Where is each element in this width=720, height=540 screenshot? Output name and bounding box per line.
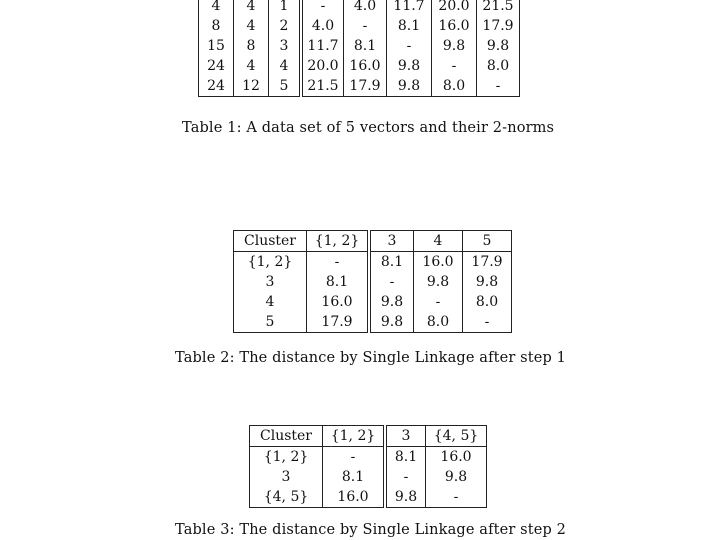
table-cell: - <box>414 292 463 312</box>
table-cell: 11.7 <box>301 36 344 56</box>
table-cell: - <box>301 0 344 16</box>
table-cell: - <box>387 36 432 56</box>
column-header: 4 <box>414 231 463 252</box>
table-cell: - <box>477 76 520 97</box>
table-2 <box>233 230 512 333</box>
column-header: 5 <box>463 231 512 252</box>
table-cell: - <box>369 272 414 292</box>
table-cell: 9.8 <box>432 36 477 56</box>
table-cell: - <box>432 56 477 76</box>
column-header: {4, 5} <box>426 426 487 447</box>
table-cell: 24 <box>207 78 225 94</box>
column-header: Cluster <box>234 231 307 252</box>
single-linkage-step2-table <box>249 425 487 508</box>
table-cell: 9.8 <box>369 292 414 312</box>
row-header: 3 <box>281 469 291 485</box>
table-cell: 9.8 <box>369 312 414 333</box>
table-cell: 3 <box>269 36 302 56</box>
table-cell: 16.0 <box>426 447 487 468</box>
table-header-row <box>250 426 487 447</box>
table-cell: 11.7 <box>387 0 432 16</box>
table-cell: 4 <box>211 0 221 14</box>
row-header: 3 <box>265 274 275 290</box>
table-cell: 4 <box>234 0 269 16</box>
table-cell: 4 <box>269 56 302 76</box>
table-cell: 16.0 <box>344 56 387 76</box>
table-cell: 17.9 <box>463 252 512 273</box>
table-cell: 21.5 <box>477 0 520 16</box>
column-header: {1, 2} <box>323 426 386 447</box>
table-cell: 5 <box>269 76 302 97</box>
table-row <box>199 36 520 56</box>
table-row <box>234 292 512 312</box>
row-header: {4, 5} <box>263 489 309 505</box>
table-1 <box>198 0 520 97</box>
column-header: 3 <box>385 426 426 447</box>
table-cell: 8.0 <box>414 312 463 333</box>
table-cell: 4 <box>234 16 269 36</box>
table-cell: 8.1 <box>387 16 432 36</box>
single-linkage-step1-table <box>233 230 512 333</box>
column-header: {1, 2} <box>307 231 370 252</box>
row-header: {1, 2} <box>263 449 309 465</box>
table-cell: 9.8 <box>477 36 520 56</box>
table-cell: 21.5 <box>301 76 344 97</box>
table-cell: 9.8 <box>387 56 432 76</box>
table-cell: 16.0 <box>414 252 463 273</box>
table-cell: 20.0 <box>432 0 477 16</box>
table-row <box>199 16 520 36</box>
table-2-caption: Table 2: The distance by Single Linkage after step 1 <box>175 350 567 366</box>
table-row <box>250 487 487 508</box>
table-cell: 8.1 <box>307 272 370 292</box>
table-cell: - <box>344 16 387 36</box>
table-cell: - <box>323 447 386 468</box>
table-cell: 8.1 <box>323 467 386 487</box>
table-row <box>199 76 520 97</box>
table-cell: 17.9 <box>477 16 520 36</box>
column-header: Cluster <box>250 426 323 447</box>
table-row <box>234 312 512 333</box>
table-1-caption: Table 1: A data set of 5 vectors and their 2-norms <box>182 120 555 136</box>
table-cell: 8.0 <box>463 292 512 312</box>
table-cell: 8 <box>234 36 269 56</box>
table-cell: 9.8 <box>426 467 487 487</box>
table-cell: 9.8 <box>387 76 432 97</box>
table-cell: 8 <box>211 18 221 34</box>
table-cell: 20.0 <box>301 56 344 76</box>
table-cell: 24 <box>207 58 225 74</box>
table-cell: 8.1 <box>369 252 414 273</box>
table-cell: 16.0 <box>323 487 386 508</box>
table-cell: 9.8 <box>414 272 463 292</box>
table-cell: - <box>307 252 370 273</box>
table-cell: 16.0 <box>307 292 370 312</box>
row-header: 5 <box>265 314 275 330</box>
table-cell: - <box>426 487 487 508</box>
table-cell: - <box>385 467 426 487</box>
table-cell: 2 <box>269 16 302 36</box>
table-cell: 12 <box>234 76 269 97</box>
row-header: 4 <box>265 294 275 310</box>
column-header: 3 <box>369 231 414 252</box>
vectors-norms-table <box>198 0 520 97</box>
table-cell: 16.0 <box>432 16 477 36</box>
table-row <box>234 272 512 292</box>
table-cell: 17.9 <box>307 312 370 333</box>
row-header: {1, 2} <box>247 254 293 270</box>
table-cell: 1 <box>269 0 302 16</box>
table-cell: 8.1 <box>344 36 387 56</box>
table-row <box>250 467 487 487</box>
table-cell: 8.0 <box>432 76 477 97</box>
table-cell: 4 <box>234 56 269 76</box>
table-row <box>199 0 520 16</box>
table-cell: 15 <box>207 38 225 54</box>
table-cell: 8.0 <box>477 56 520 76</box>
table-cell: 4.0 <box>301 16 344 36</box>
table-row <box>234 252 512 273</box>
table-cell: - <box>463 312 512 333</box>
table-row <box>250 447 487 468</box>
table-cell: 9.8 <box>385 487 426 508</box>
table-3 <box>249 425 487 508</box>
table-row <box>199 56 520 76</box>
table-3-caption: Table 3: The distance by Single Linkage after step 2 <box>175 522 567 538</box>
table-header-row <box>234 231 512 252</box>
table-cell: 8.1 <box>385 447 426 468</box>
table-cell: 9.8 <box>463 272 512 292</box>
table-cell: 17.9 <box>344 76 387 97</box>
table-cell: 4.0 <box>344 0 387 16</box>
